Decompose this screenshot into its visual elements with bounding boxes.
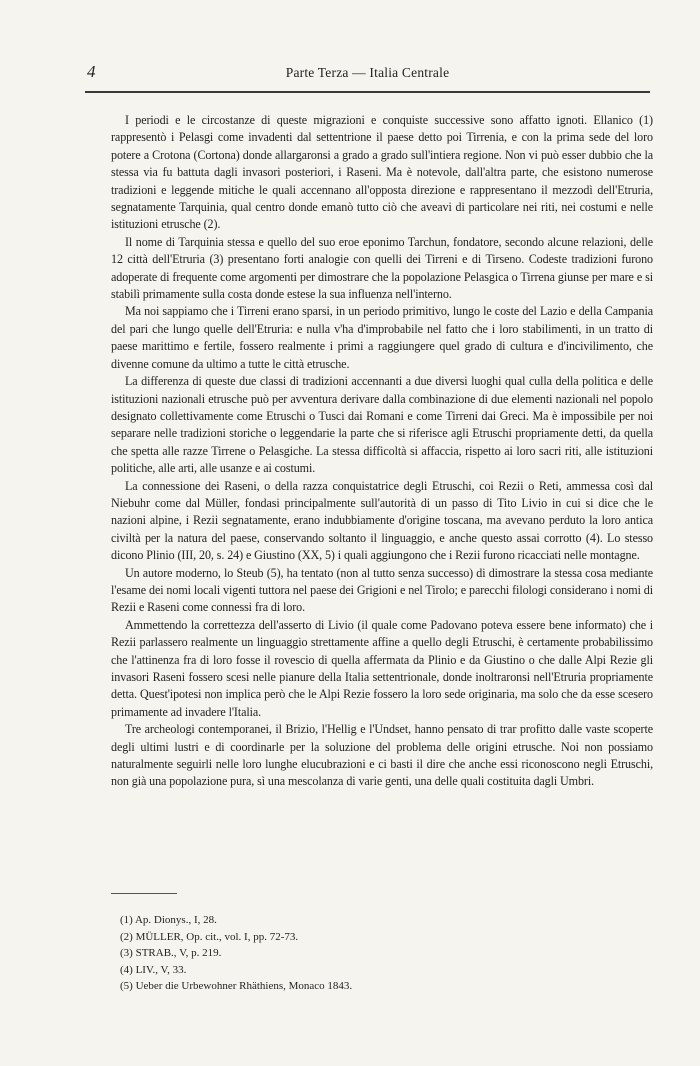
- paragraph: Ma noi sappiamo che i Tirreni erano sparsi, in un periodo primitivo, lungo le coste del Lazio e della Campania del pari che lungo quelle dell'Etruria: e nulla v'ha d'improbabile nel fatto che i loro stabilimenti, in un tratto di paese marittimo e fertile, fossero realmente i primi a raggiungere quel grado di cultura e d'incivilimento, che divenne comune da ultimo a tutte le città etrusche.: [111, 304, 653, 371]
- paragraph: Tre archeologi contemporanei, il Brizio, l'Hellig e l'Undset, hanno pensato di trar profitto dalle vaste scoperte degli ultimi lustri e di coordinarle per la soluzione del problema delle origini etrusche. Noi non possiamo naturalmente seguirli nelle loro lunghe elucubrazioni e ci basti il dire che anche essi riconoscono negli Etruschi, non già una popolazione pura, sì una mescolanza di varie genti, una delle quali costituita dagli Umbri.: [111, 722, 653, 789]
- paragraph: I periodi e le circostanze di queste migrazioni e conquiste successive sono affatto ignoti. Ellanico (1) rappresentò i Pelasgi come invadenti dal settentrione il paese detto poi Tirrenia, e con la prima sede del loro potere a Crotona (Cortona) donde allargaronsi a grado a grado sull'intiera regione. Non vi può esser dubbio che la stessa via fu battuta dagli invasori posteriori, i Raseni. Ma è notevole, dall'altra parte, che esistono numerose tradizioni e leggende mitiche le quali accennano all'opposta direzione e rappresentano il mezzodì dell'Etruria, segnatamente Tarquinia, qual centro donde emanò tutto ciò che aveavi di particolare nei riti, nei costumi e nelle istituzioni etrusche (2).: [111, 113, 653, 232]
- footnote-number: (1): [120, 914, 133, 926]
- footnote-number: (2): [120, 930, 133, 943]
- paragraph: Ammettendo la correttezza dell'asserto di Livio (il quale come Padovano poteva essere bene informato) che i Rezii parlassero realmente un linguaggio strettamente affine a quello degli Etruschi, è certamente probabilissimo che l'attinenza fra di loro fosse il rovescio di quella affermata da Plinio e da Giustino o che dalle Alpi Rezie gli invasori Raseni fossero scesi nelle pianure della Italia settentrionale, donde inoltraronsi nell'Etruria propriamente detta. Quest'ipotesi non implica però che le Alpi Rezie fossero la loro sede originaria, ma solo che da esse scesero primamente ad invadere l'Italia.: [111, 617, 653, 719]
- footnote-rule: [111, 893, 177, 894]
- body-text: [111, 112, 653, 791]
- footnote-text: STRAB., V, p. 219.: [135, 947, 222, 960]
- paragraph: La connessione dei Raseni, o della razza conquistatrice degli Etruschi, coi Rezii o Reti, ammessa così dal Niebuhr come dal Müller, fondasi principalmente sull'autorità di un passo di Tito Livio in cui si dice che le nazioni alpine, i Rezii segnatamente, erano indubbiamente d'origine toscana, ma avevano perduto la loro antica civiltà per la natura del paese, conservando soltanto il linguaggio, e anche questo assai corrotto (4). Lo stesso dicono Plinio (III, 20, s. 24) e Giustino (XX, 5) i quali aggiungono che i Rezii furono ricacciati nelle montagne.: [111, 478, 653, 563]
- footnote: [120, 912, 640, 929]
- footnote-number: (5): [120, 980, 133, 993]
- page-number: 4: [87, 62, 96, 81]
- page-header: [85, 62, 650, 88]
- footnote: [120, 978, 640, 995]
- running-title: Parte Terza — Italia Centrale: [285, 65, 450, 80]
- footnote-text: Ap. Dionys., I, 28.: [134, 914, 217, 926]
- footnote-number: (4): [120, 963, 133, 976]
- footnotes: [120, 912, 640, 995]
- footnote: [120, 962, 640, 979]
- footnote: [120, 929, 640, 946]
- footnote-text: MÜLLER, Op. cit., vol. I, pp. 72-73.: [135, 930, 299, 943]
- paragraph: Un autore moderno, lo Steub (5), ha tentato (non al tutto senza successo) di dimostrare la stessa cosa mediante l'esame dei nomi locali vigenti tuttora nel paese dei Grigioni e nel Tirolo; e parecchi filologi considerano i nomi di Rezii e Raseni come connessi fra di loro.: [111, 565, 653, 615]
- paragraph: Il nome di Tarquinia stessa e quello del suo eroe eponimo Tarchun, fondatore, secondo alcune relazioni, delle 12 città dell'Etruria (3) presentano forti analogie con quelli dei Tirreni e di Tirseno. Codeste tradizioni furono adoperate di frequente come argomenti per dimostrare che la popolazione Pelasgica o Tirrena giunse per mare e si stabilì primamente sulla costa donde estese la sua influenza nell'interno.: [111, 234, 653, 302]
- footnote-text: Ueber die Urbewohner Rhäthiens, Monaco 1843.: [135, 980, 353, 993]
- footnote: [120, 945, 640, 962]
- footnote-number: (3): [120, 947, 133, 960]
- footnote-text: LIV., V, 33.: [135, 963, 187, 976]
- header-rule: [85, 91, 650, 93]
- paragraph: La differenza di queste due classi di tradizioni accennanti a due diversi luoghi qual culla della politica e delle istituzioni nazionali etrusche può per avventura derivare dalla combinazione di due elementi nazionali nel popolo designato collettivamente come Etruschi o Tusci dai Romani e come Tirreni dai Greci. Ma è impossibile per noi separare nelle tradizioni storiche o leggendarie la parte che si riferisce agli Etruschi propriamente detti, da quella che spetta alle razze Tirrene o Pelasgiche. La stessa difficoltà si affaccia, rispetto ai loro sacri riti, alle istituzioni politiche, alle arti, alle usanze e ai costumi.: [111, 374, 653, 476]
